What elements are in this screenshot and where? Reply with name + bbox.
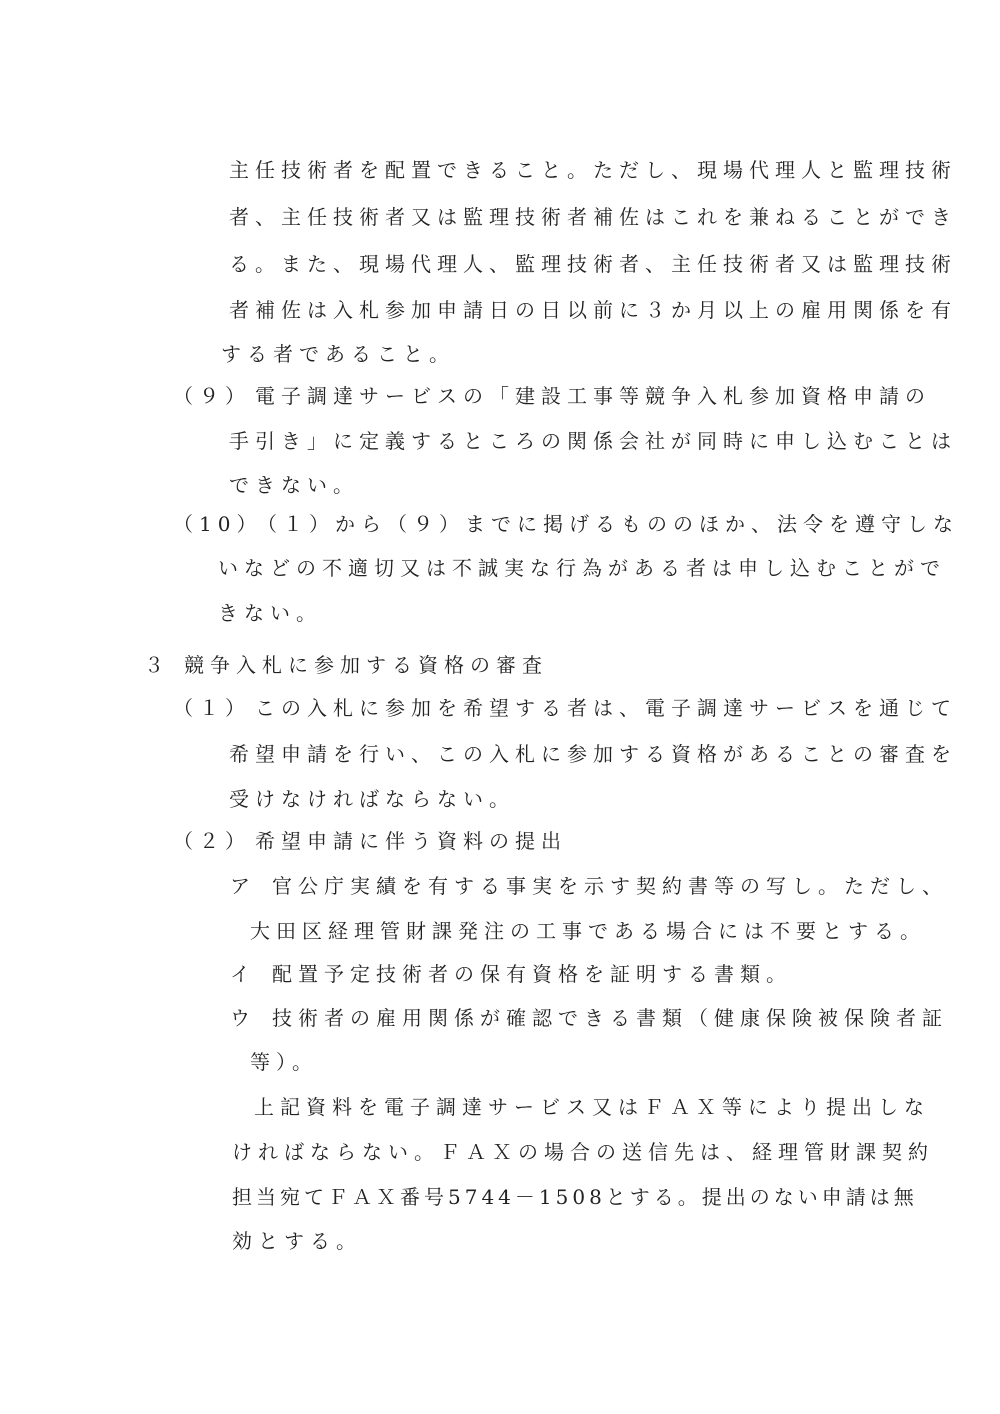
section-3-item-2-heading: 希望申請に伴う資料の提出 — [255, 829, 567, 853]
item-9-line-3: できない。 — [229, 473, 359, 497]
note-line-1: 上記資料を電子調達サービス又はＦＡＸ等により提出しな — [254, 1095, 930, 1119]
section-3-item-2-marker: （２） — [173, 829, 251, 853]
sub-u-line-1: 技術者の雇用関係が確認できる書類（健康保険被保険者証 — [272, 1006, 948, 1030]
note-line-4: 効とする。 — [232, 1229, 362, 1253]
item-9-line-1: 電子調達サービスの「建設工事等競争入札参加資格申請の — [255, 384, 931, 408]
item-8-line-2: 者、主任技術者又は監理技術者補佐はこれを兼ねることができ — [229, 205, 957, 229]
section-3-heading: 競争入札に参加する資格の審査 — [184, 653, 548, 677]
item-10-line-3: きない。 — [218, 601, 322, 625]
item-10-marker: （10） — [173, 512, 263, 536]
sub-a-line-2: 大田区経理管財課発注の工事である場合には不要とする。 — [250, 919, 926, 943]
item-9-line-2: 手引き」に定義するところの関係会社が同時に申し込むことは — [229, 429, 957, 453]
note-line-3: 担当宛てＦＡＸ番号5744－1508とする。提出のない申請は無 — [232, 1185, 918, 1209]
item-8-line-3: る。また、現場代理人、監理技術者、主任技術者又は監理技術 — [229, 252, 957, 276]
section-3-number: ３ — [144, 653, 170, 677]
note-line-2: ければならない。ＦＡＸの場合の送信先は、経理管財課契約 — [232, 1140, 934, 1164]
section-3-item-1-line-1: この入札に参加を希望する者は、電子調達サービスを通じて — [255, 696, 957, 720]
item-8-line-5: する者であること。 — [221, 342, 455, 366]
item-8-line-4: 者補佐は入札参加申請日の日以前に３か月以上の雇用関係を有 — [229, 298, 957, 322]
sub-i-line-1: 配置予定技術者の保有資格を証明する書類。 — [272, 962, 792, 986]
item-9-marker: （９） — [173, 384, 251, 408]
sub-a-marker: ア — [230, 874, 256, 898]
sub-a-line-1: 官公庁実績を有する事実を示す契約書等の写し。ただし、 — [272, 874, 948, 898]
section-3-item-1-line-3: 受けなければならない。 — [229, 787, 515, 811]
item-10-line-2: いなどの不適切又は不誠実な行為がある者は申し込むことがで — [218, 556, 946, 580]
section-3-item-1-line-2: 希望申請を行い、この入札に参加する資格があることの審査を — [229, 742, 957, 766]
sub-i-marker: イ — [230, 962, 256, 986]
item-10-line-1: （１）から（９）までに掲げるもののほか、法令を遵守しな — [257, 512, 959, 536]
sub-u-marker: ウ — [230, 1006, 256, 1030]
section-3-item-1-marker: （１） — [173, 696, 251, 720]
sub-u-line-2: 等）。 — [250, 1050, 318, 1074]
item-8-line-1: 主任技術者を配置できること。ただし、現場代理人と監理技術 — [229, 158, 957, 182]
